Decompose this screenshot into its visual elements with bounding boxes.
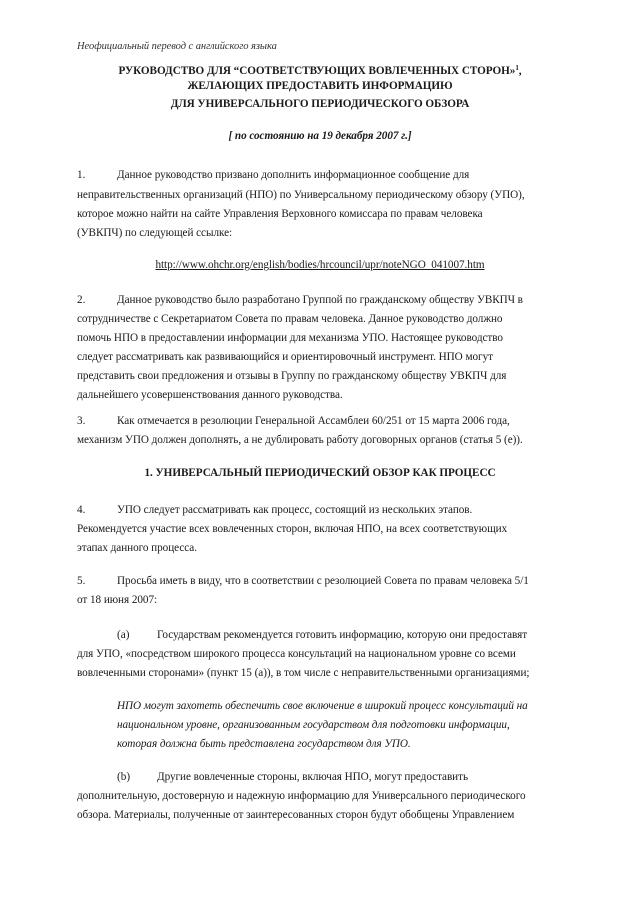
paragraph-number: 2. xyxy=(77,294,86,306)
paragraph-2-line: Данное руководство было разработано Группой по гражданскому обществу УВКПЧ в xyxy=(117,294,523,306)
paragraph-4-line: этапах данного процесса. xyxy=(77,542,197,554)
document-title-line-3: ДЛЯ УНИВЕРСАЛЬНОГО ПЕРИОДИЧЕСКОГО ОБЗОРА xyxy=(170,98,470,110)
paragraph-number: 4. xyxy=(77,504,86,516)
paragraph-2-line: представить свои предложения и отзывы в Группу по гражданскому обществу УВКПЧ для xyxy=(77,370,507,382)
paragraph-1-line: (УВКПЧ) по следующей ссылке: xyxy=(77,227,233,239)
subitem-label: (b) xyxy=(117,771,131,783)
subitem-b-line: дополнительную, достоверную и надежную информацию для Универсального периодического xyxy=(77,790,526,802)
paragraph-1-line: неправительственных организаций (НПО) по Универсальному периодическому обзору (УПО), xyxy=(77,189,525,201)
paragraph-1-line: Данное руководство призвано дополнить информационное сообщение для xyxy=(117,169,470,181)
title-text: РУКОВОДСТВО ДЛЯ “СООТВЕТСТВУЮЩИХ ВОВЛЕЧЕННЫХ СТОРОН» xyxy=(118,65,516,77)
paragraph-3-line: Как отмечается в резолюции Генеральной Ассамблеи 60/251 от 15 марта 2006 года, xyxy=(117,415,510,427)
section-heading: 1. УНИВЕРСАЛЬНЫЙ ПЕРИОДИЧЕСКИЙ ОБЗОР КАК ПРОЦЕСС xyxy=(144,467,496,479)
paragraph-number: 1. xyxy=(77,169,86,181)
paragraph-2-line: следует рассматривать как развивающийся и ориентировочный инструмент. НПО могут xyxy=(77,351,493,363)
paragraph-5-line: от 18 июня 2007: xyxy=(77,594,158,606)
footnote-marker[interactable]: 1 xyxy=(515,64,519,72)
paragraph-1-line: которое можно найти на сайте Управления Верховного комиссара по правам человека xyxy=(77,208,483,220)
paragraph-4-line: УПО следует рассматривать как процесс, состоящий из нескольких этапов. xyxy=(117,504,473,516)
paragraph-4-line: Рекомендуется участие всех вовлеченных сторон, включая НПО, на всех соответствующих xyxy=(77,523,508,535)
ngo-note-line: национальном уровне, организованным государством для подготовки информации, xyxy=(117,719,510,731)
subitem-a-line: вовлеченными сторонами» (пункт 15 (а)), в том числе с неправительственными организациями; xyxy=(77,667,530,679)
document-title-line-2: ЖЕЛАЮЩИХ ПРЕДОСТАВИТЬ ИНФОРМАЦИЮ xyxy=(187,80,453,92)
paragraph-2-line: сотрудничестве с Секретариатом Совета по правам человека. Данное руководство должно xyxy=(77,313,503,325)
paragraph-2-line: дальнейшего усовершенствования данного руководства. xyxy=(77,389,343,401)
paragraph-3-line: механизм УПО должен дополнять, а не дублировать работу договорных органов (статья 5 (е)). xyxy=(77,434,523,446)
ohchr-link[interactable]: http://www.ohchr.org/english/bodies/hrcouncil/upr/noteNGO_041007.htm xyxy=(155,259,485,271)
document-title-line-1 xyxy=(0,61,640,78)
subitem-label: (a) xyxy=(117,629,130,641)
paragraph-2-line: помочь НПО в предоставлении информации для механизма УПО. Настоящее руководство xyxy=(77,332,503,344)
translation-note: Неофициальный перевод с английского языка xyxy=(77,41,277,52)
ngo-note-line: которая должна быть представлена государством для УПО. xyxy=(117,738,411,750)
paragraph-5-line: Просьба иметь в виду, что в соответствии с резолюцией Совета по правам человека 5/1 xyxy=(117,575,529,587)
date-note: [ по состоянию на 19 декабря 2007 г.] xyxy=(228,130,412,142)
subitem-b-line: Другие вовлеченные стороны, включая НПО, могут предоставить xyxy=(157,771,469,783)
subitem-b-line: обзора. Материалы, полученные от заинтересованных сторон будут обобщены Управлением xyxy=(77,809,515,821)
subitem-a-line: для УПО, «посредством широкого процесса консультаций на национальном уровне со всеми xyxy=(77,648,516,660)
title-tail: , xyxy=(518,65,522,77)
paragraph-number: 3. xyxy=(77,415,86,427)
ngo-note-line: НПО могут захотеть обеспечить свое включение в широкий процесс консультаций на xyxy=(117,700,528,712)
subitem-a-line: Государствам рекомендуется готовить информацию, которую они предоставят xyxy=(157,629,528,641)
paragraph-number: 5. xyxy=(77,575,86,587)
